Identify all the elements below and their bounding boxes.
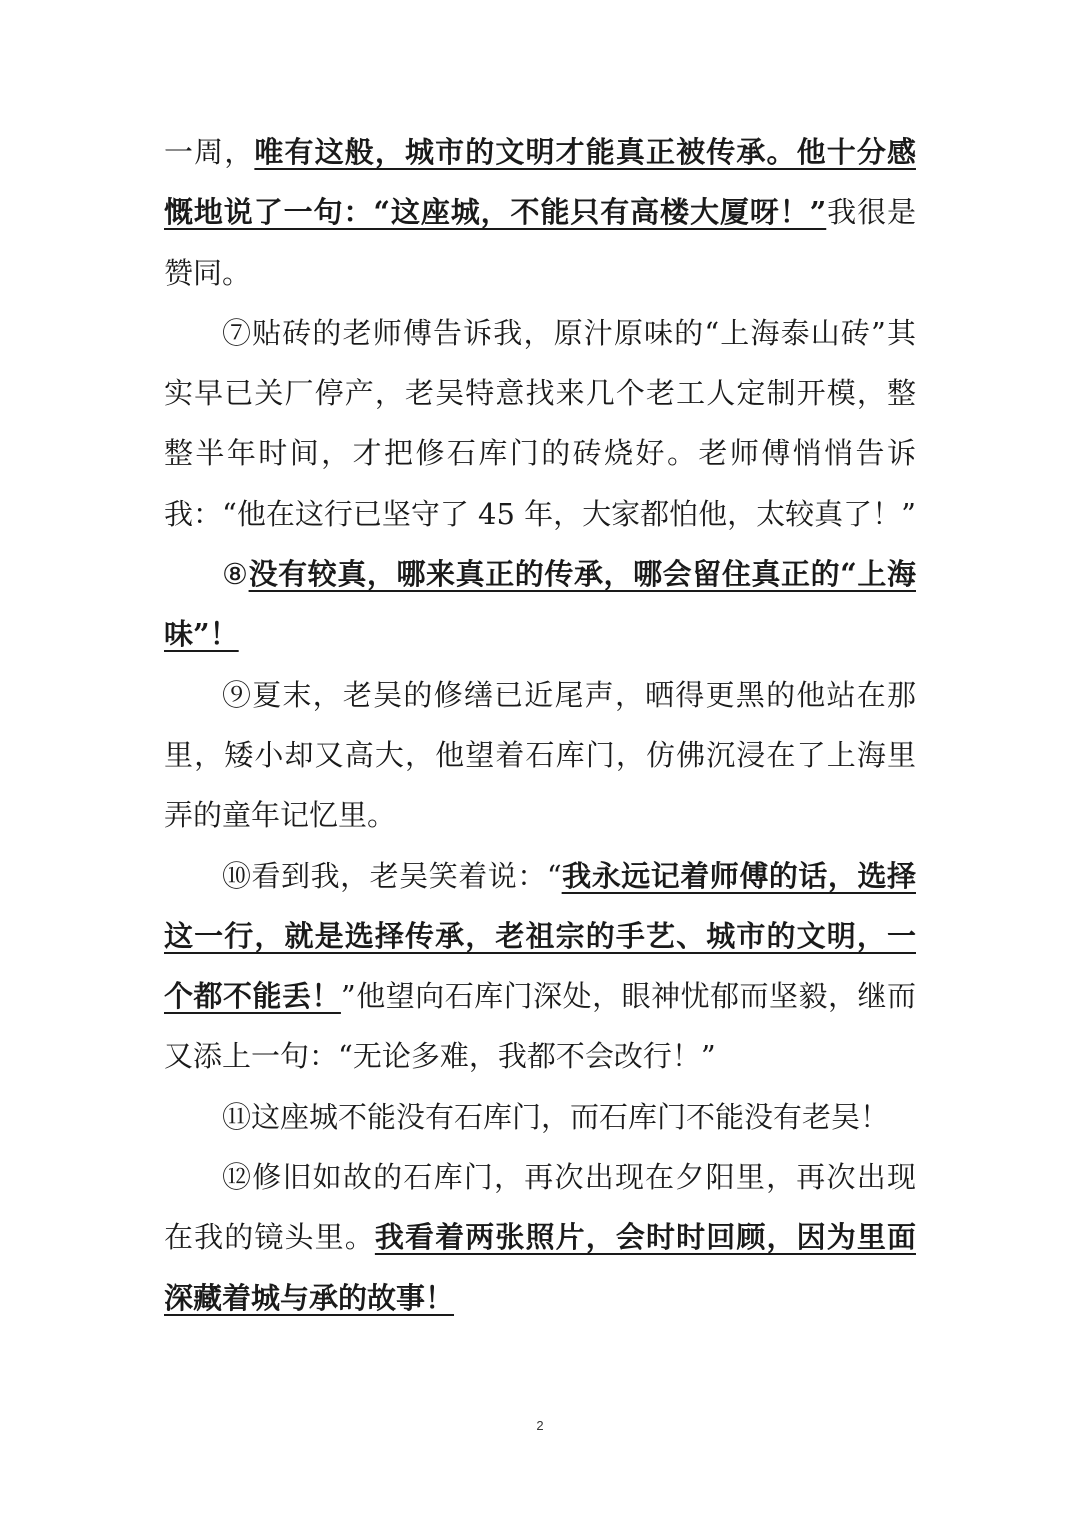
emphasized-text-run: 我看着两张照片，会时时回顾，因为里面深藏着城与承的故事！ (164, 1220, 916, 1315)
text-run: ⑫修旧如故的石库门，再次出现在夕阳里，再次出现在我的镜头里。 (164, 1160, 916, 1255)
paragraph-9 (164, 665, 916, 846)
text-run: ⑪这座城不能没有石库门，而石库门不能没有老吴！ (222, 1099, 890, 1134)
text-run: 我很是赞同。 (164, 195, 916, 290)
paragraph-11 (164, 1087, 916, 1147)
emphasized-text-run: 唯有这般，城市的文明才能真正被传承。他十分感慨地说了一句：“这座城，不能只有高楼大厦呀！” (164, 135, 916, 230)
paragraph-8 (164, 544, 916, 665)
text-run: ⑨夏末，老吴的修缮已近尾声，晒得更黑的他站在那里，矮小却又高大，他望着石库门，仿佛沉浸在了上海里弄的童年记忆里。 (164, 677, 916, 833)
page-number: 2 (536, 1418, 544, 1433)
text-run: ⑦贴砖的老师傅告诉我，原汁原味的“上海泰山砖”其实早已关厂停产，老吴特意找来几个老工人定制开模，整整半年时间，才把修石库门的砖烧好。老师傅悄悄告诉我：“他在这行已坚守了 45 年，大家都怕他，太较真了！” (164, 315, 916, 531)
paragraph-10 (164, 846, 916, 1087)
body-text (164, 122, 916, 1328)
emphasized-text-run: 没有较真，哪来真正的传承，哪会留住真正的“上海味”！ (164, 557, 916, 652)
paragraph-12 (164, 1147, 916, 1328)
paragraph-number: ⑧ (222, 557, 249, 592)
text-run: ⑩看到我，老吴笑着说：“ (222, 858, 562, 893)
text-run: ”他望向石库门深处，眼神忧郁而坚毅，继而又添上一句：“无论多难，我都不会改行！” (164, 979, 916, 1074)
emphasized-text-run: 我永远记着师傅的话，选择这一行，就是选择传承，老祖宗的手艺、城市的文明，一个都不能丢！ (164, 858, 916, 1014)
paragraph-7 (164, 303, 916, 544)
paragraph-continued (164, 122, 916, 303)
text-run: 一周， (164, 135, 255, 169)
